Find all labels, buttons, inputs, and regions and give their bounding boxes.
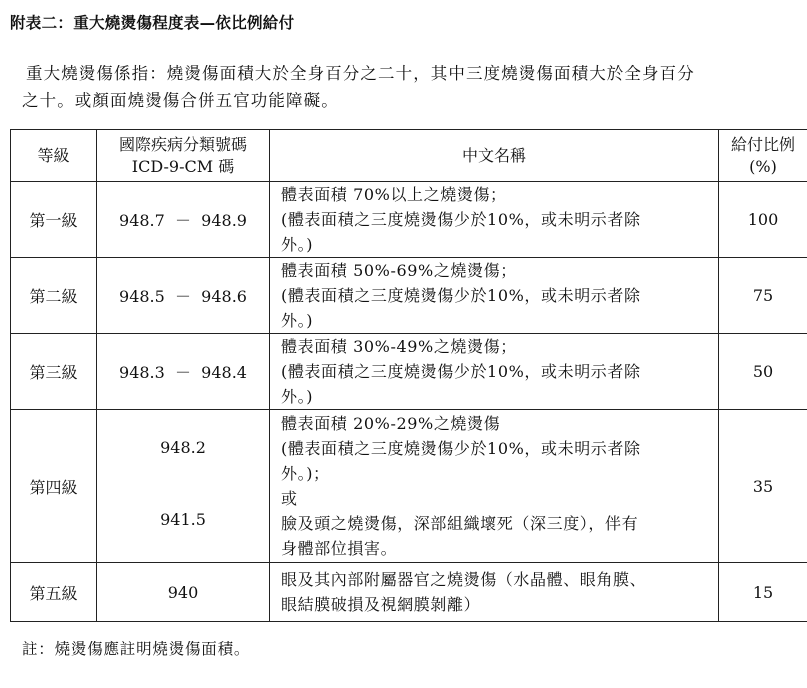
- code-cell: 948.3 － 948.4: [97, 334, 270, 410]
- name-cell: [270, 334, 719, 410]
- name-line: (體表面積之三度燒燙傷少於10%，或未明示者除: [281, 210, 641, 229]
- name-line: 外。)；: [281, 464, 330, 483]
- rate-cell: 50: [719, 334, 807, 410]
- table-row: [11, 182, 807, 258]
- header-code-line: 國際疾病分類號碼: [118, 134, 247, 154]
- rate-cell: 15: [719, 563, 807, 622]
- name-line: 身體部位損害。: [281, 539, 398, 558]
- header-rate-line: 給付比例: [730, 134, 795, 154]
- grade-cell: 第五級: [11, 563, 97, 622]
- code-value: 948.2: [160, 438, 206, 457]
- table-row: [11, 334, 807, 410]
- name-line: 或: [281, 489, 298, 508]
- name-cell: [270, 258, 719, 334]
- grade-cell: 第四級: [11, 410, 97, 563]
- rate-cell: 75: [719, 258, 807, 334]
- code-cell: 940: [97, 563, 270, 622]
- name-line: 體表面積 50%-69%之燒燙傷；: [281, 261, 517, 280]
- name-line: 外。): [281, 311, 314, 330]
- name-line: (體表面積之三度燒燙傷少於10%，或未明示者除: [281, 439, 641, 458]
- name-line: 體表面積 70%以上之燒燙傷；: [281, 185, 507, 204]
- header-grade: 等級: [11, 130, 97, 182]
- table-row: [11, 563, 807, 622]
- header-code: [97, 130, 270, 182]
- grade-cell: 第一級: [11, 182, 97, 258]
- code-cell: 948.7 － 948.9: [97, 182, 270, 258]
- name-line: 眼結膜破損及視網膜剝離）: [281, 595, 481, 614]
- header-name: 中文名稱: [270, 130, 719, 182]
- grade-cell: 第二級: [11, 258, 97, 334]
- header-code-line: ICD-9-CM 碼: [131, 156, 235, 176]
- name-line: (體表面積之三度燒燙傷少於10%，或未明示者除: [281, 362, 641, 381]
- intro-paragraph: [22, 60, 792, 114]
- intro-line: 之十。或顏面燒燙傷合併五官功能障礙。: [22, 91, 339, 110]
- name-line: 體表面積 20%-29%之燒燙傷: [281, 414, 501, 433]
- name-line: 體表面積 30%-49%之燒燙傷；: [281, 337, 517, 356]
- burn-severity-table: [10, 129, 807, 622]
- grade-cell: 第三級: [11, 334, 97, 410]
- code-cell: 948.5 － 948.6: [97, 258, 270, 334]
- name-cell: [270, 563, 719, 622]
- name-line: 外。): [281, 235, 314, 254]
- table-row: [11, 410, 807, 563]
- table-row: [11, 258, 807, 334]
- code-cell: [97, 410, 270, 563]
- name-cell: [270, 182, 719, 258]
- name-line: 臉及頭之燒燙傷，深部組織壞死（深三度），伴有: [281, 514, 639, 533]
- header-rate: [719, 130, 807, 182]
- header-rate-line: (%): [749, 156, 777, 176]
- name-cell: [270, 410, 719, 563]
- rate-cell: 35: [719, 410, 807, 563]
- table-header-row: [11, 130, 807, 182]
- name-line: 外。): [281, 387, 314, 406]
- footnote: 註：燒燙傷應註明燒燙傷面積。: [22, 640, 251, 658]
- name-line: (體表面積之三度燒燙傷少於10%，或未明示者除: [281, 286, 641, 305]
- rate-cell: 100: [719, 182, 807, 258]
- name-line: 眼及其內部附屬器官之燒燙傷（水晶體、眼角膜、: [281, 570, 647, 589]
- code-value: 941.5: [160, 510, 206, 529]
- document-title: 附表二：重大燒燙傷程度表—依比例給付: [10, 14, 295, 32]
- intro-line: 重大燒燙傷係指：燒燙傷面積大於全身百分之二十，其中三度燒燙傷面積大於全身百分: [26, 64, 695, 83]
